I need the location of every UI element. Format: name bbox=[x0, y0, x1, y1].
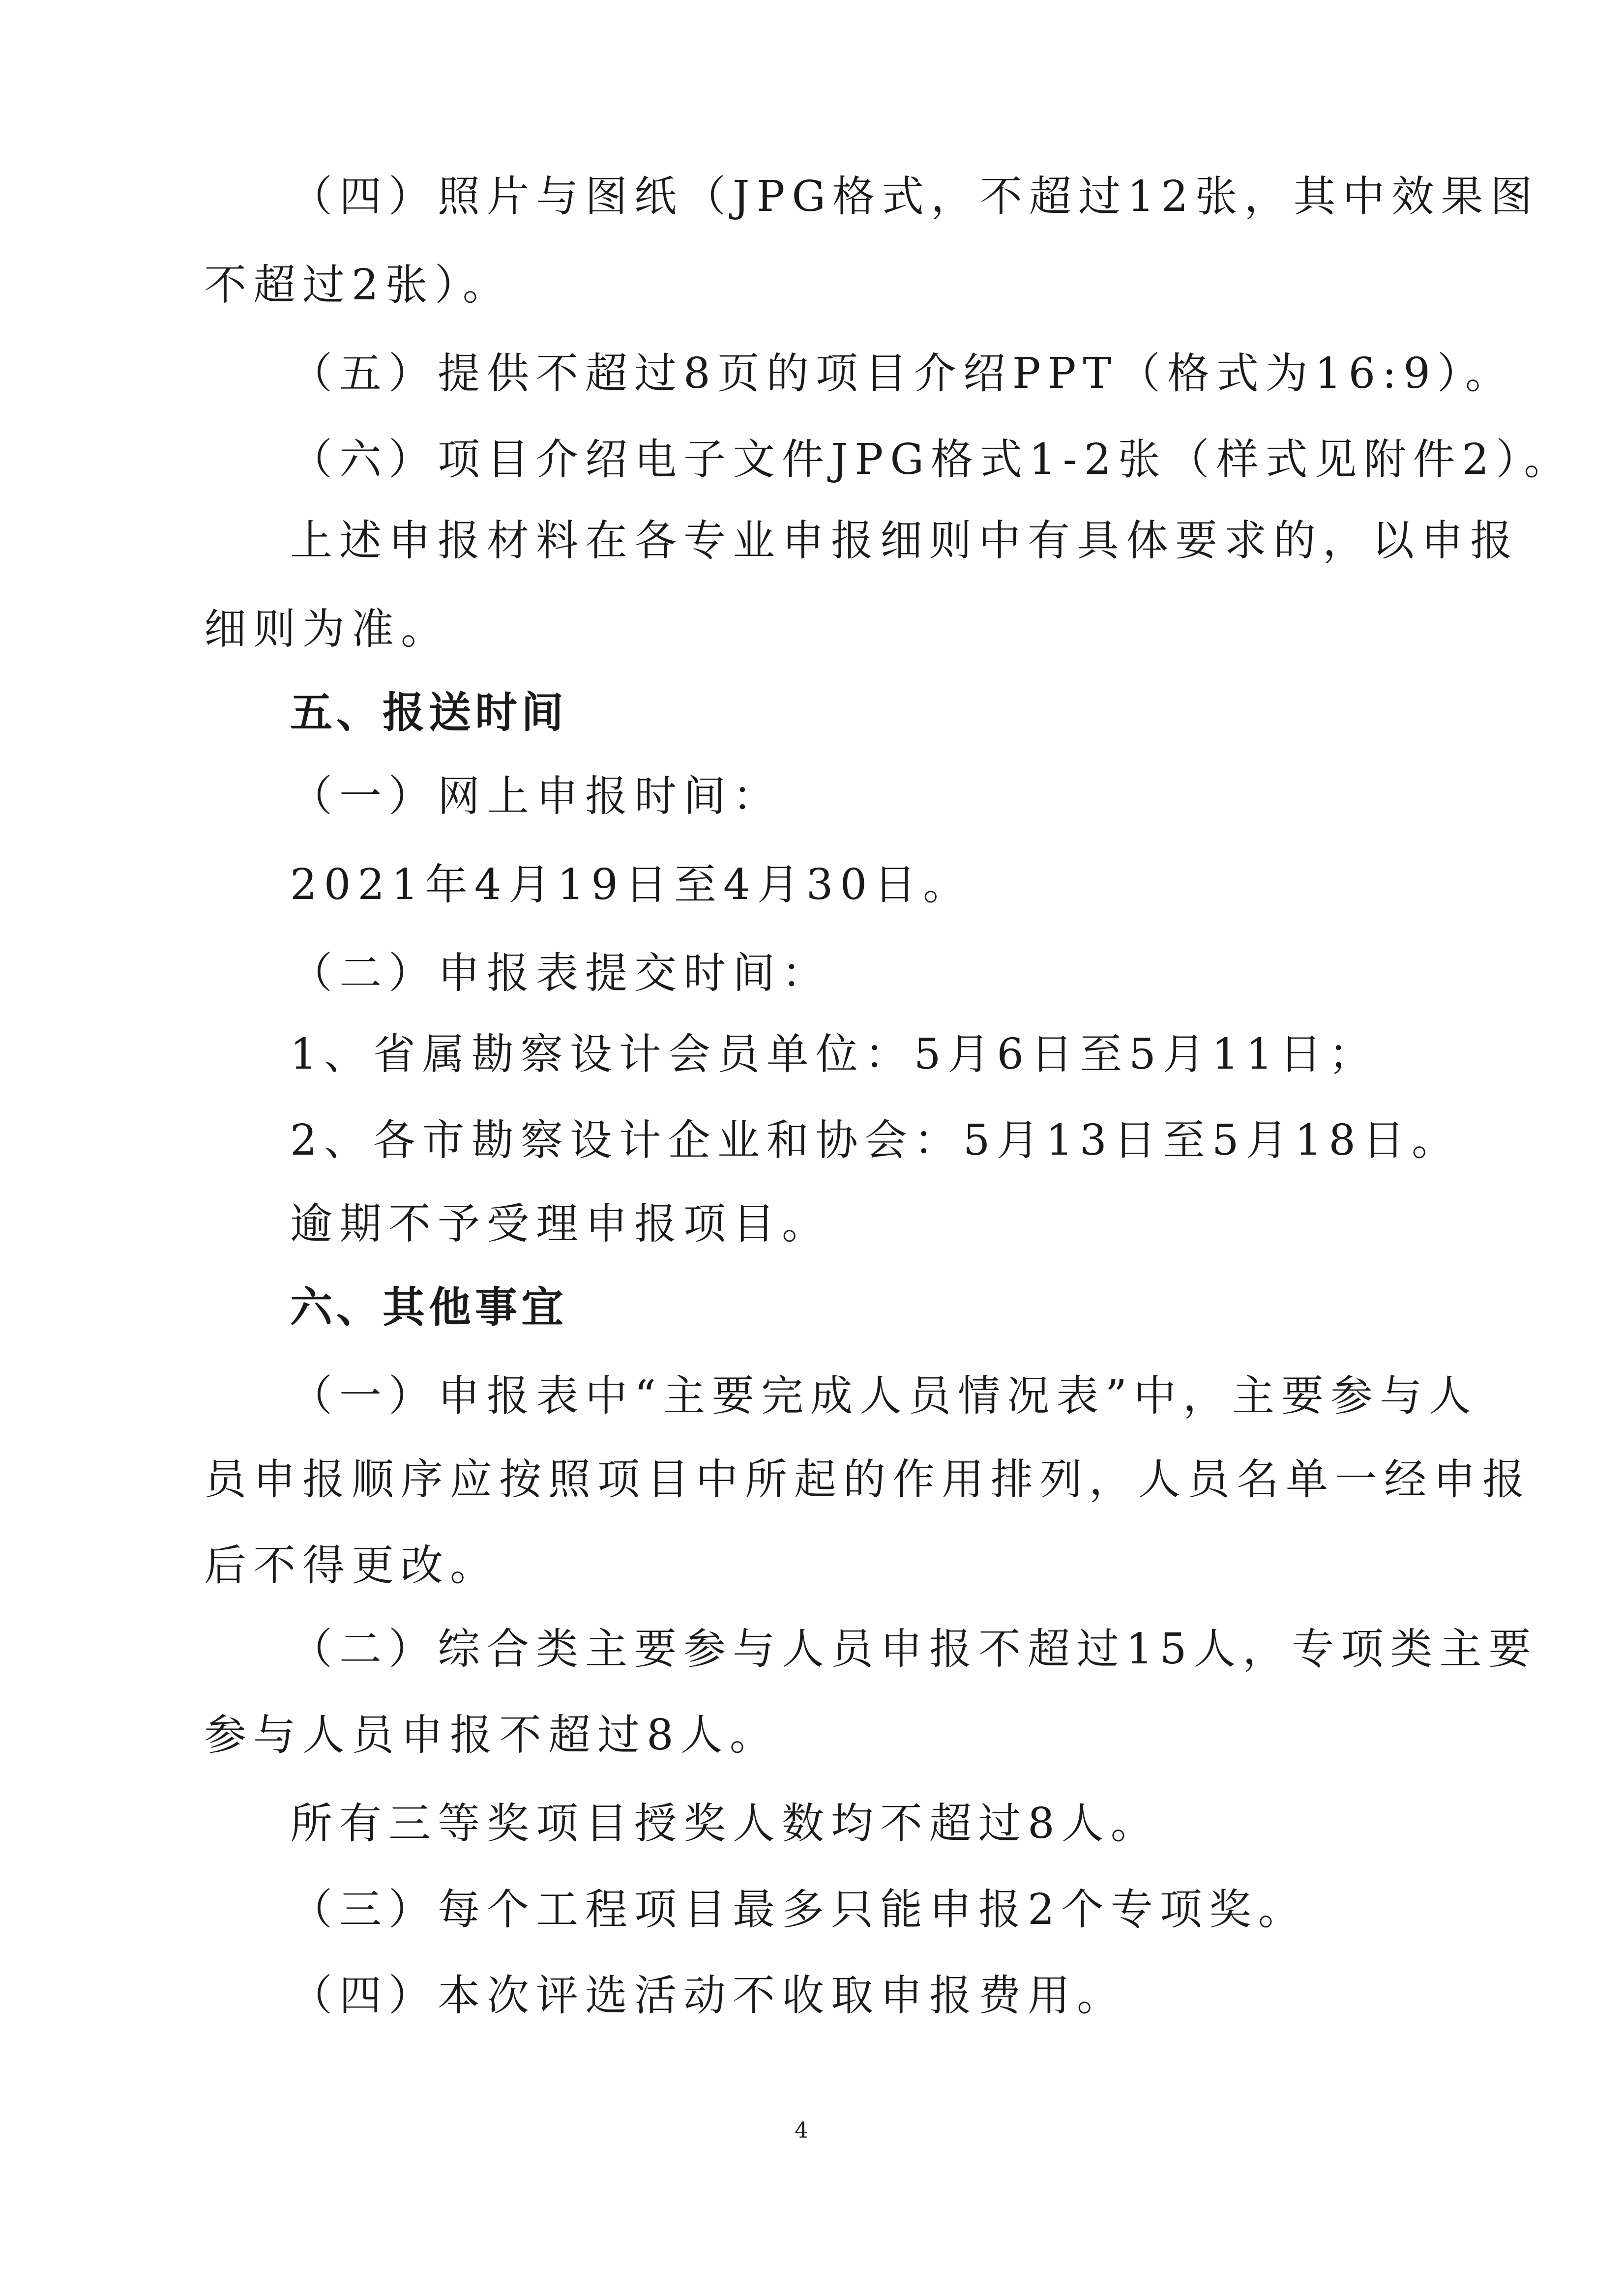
paragraph-line: （二）申报表提交时间： bbox=[290, 949, 831, 998]
paragraph-line: 逾期不予受理申报项目。 bbox=[290, 1199, 831, 1249]
paragraph-line: （二）综合类主要参与人员申报不超过15人，专项类主要 bbox=[290, 1625, 1538, 1674]
paragraph-line: 不超过2张）。 bbox=[204, 261, 512, 310]
paragraph-line: 参与人员申报不超过8人。 bbox=[204, 1711, 779, 1760]
paragraph-line: 2、各市勘察设计企业和协会：5月13日至5月18日。 bbox=[290, 1116, 1461, 1165]
paragraph-line: 上述申报材料在各专业申报细则中有具体要求的，以申报 bbox=[290, 516, 1519, 565]
paragraph-line: 后不得更改。 bbox=[204, 1541, 499, 1590]
paragraph-line: 员申报顺序应按照项目中所起的作用排列，人员名单一经申报 bbox=[204, 1455, 1532, 1504]
paragraph-line: （一）网上申报时间： bbox=[290, 772, 782, 821]
paragraph-line: 所有三等奖项目授奖人数均不超过8人。 bbox=[290, 1799, 1160, 1848]
paragraph-line: 1、省属勘察设计会员单位：5月6日至5月11日； bbox=[290, 1030, 1378, 1079]
page-number: 4 bbox=[795, 2118, 808, 2143]
paragraph-line: （一）申报表中“主要完成人员情况表”中，主要参与人 bbox=[290, 1371, 1478, 1421]
paragraph-line: （四）照片与图纸（JPG格式，不超过12张，其中效果图 bbox=[290, 172, 1539, 221]
section-heading: 六、其他事宜 bbox=[290, 1283, 567, 1332]
paragraph-line: 2021年4月19日至4月30日。 bbox=[290, 860, 973, 909]
paragraph-line: 细则为准。 bbox=[204, 605, 450, 654]
paragraph-line: （三）每个工程项目最多只能申报2个专项奖。 bbox=[290, 1885, 1307, 1934]
paragraph-line: （六）项目介绍电子文件JPG格式1-2张（样式见附件2）。 bbox=[290, 435, 1573, 484]
paragraph-line: （四）本次评选活动不收取申报费用。 bbox=[290, 1971, 1126, 2020]
section-heading: 五、报送时间 bbox=[290, 688, 567, 737]
paragraph-line: （五）提供不超过8页的项目介绍PPT（格式为16:9）。 bbox=[290, 349, 1514, 398]
